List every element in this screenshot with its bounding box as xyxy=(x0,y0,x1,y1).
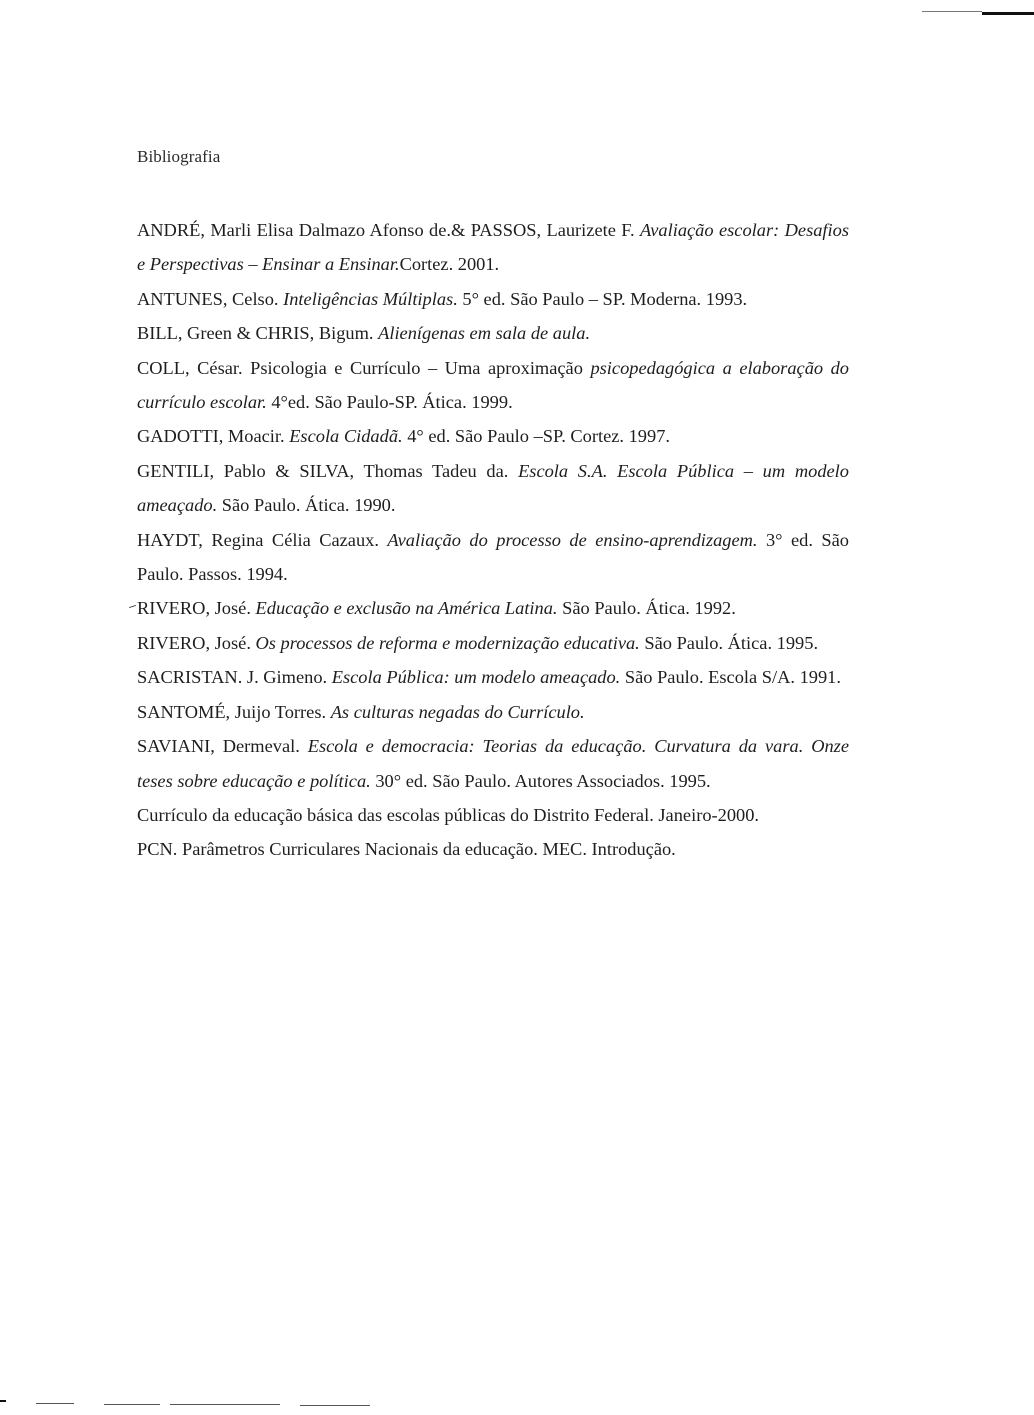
bibliography-entry xyxy=(137,351,849,420)
bibliography-entry xyxy=(137,419,849,453)
entry-author: RIVERO, José. xyxy=(137,598,256,619)
bibliography-entry xyxy=(137,454,849,523)
bibliography-entry xyxy=(137,282,849,316)
scan-mark xyxy=(104,1404,160,1405)
scan-mark xyxy=(300,1405,370,1406)
entry-author: BILL, Green & CHRIS, Bigum. xyxy=(137,323,379,344)
bibliography-entry xyxy=(137,798,849,832)
entry-details: São Paulo. Ática. 1992. xyxy=(557,598,736,619)
entry-author: SAVIANI, Dermeval. xyxy=(137,736,308,757)
scan-mark xyxy=(129,605,136,608)
entry-details: 4° ed. São Paulo –SP. Cortez. 1997. xyxy=(402,426,670,447)
bibliography-entry xyxy=(137,523,849,592)
entry-title: Escola Cidadã. xyxy=(289,426,403,447)
entry-author: Currículo da educação básica das escolas públicas do Distrito Federal. Janeiro-2000. xyxy=(137,804,760,825)
entry-title: Inteligências Múltiplas. xyxy=(283,288,458,309)
entry-details: 5° ed. São Paulo – SP. Moderna. 1993. xyxy=(457,288,748,309)
page-title: Bibliografia xyxy=(137,147,221,166)
entry-title: Avaliação do processo de ensino-aprendizagem. xyxy=(387,529,758,550)
scan-mark xyxy=(0,1400,6,1402)
entry-author: ANDRÉ, Marli Elisa Dalmazo Afonso de.& PASSOS, Laurizete F. xyxy=(137,220,641,240)
entry-author: GENTILI, Pablo & SILVA, Thomas Tadeu da. xyxy=(137,460,519,481)
scan-mark xyxy=(36,1403,74,1404)
entry-title: Os processos de reforma e modernização educativa. xyxy=(255,632,640,653)
entry-author: COLL, César. Psicologia e Currículo – Uma aproximação xyxy=(137,357,591,378)
entry-details: Cortez. 2001. xyxy=(399,254,500,275)
entry-title: Educação e exclusão na América Latina. xyxy=(255,598,558,619)
bibliography-entry xyxy=(137,316,849,350)
entry-title: Escola e democracia: Teorias da educação. Curvatura da vara. Onze teses sobre educação e política. xyxy=(137,736,849,791)
entry-details: São Paulo. Escola S/A. 1991. xyxy=(620,667,841,688)
entry-details: 30° ed. São Paulo. Autores Associados. 1995. xyxy=(370,770,711,791)
bibliography-list xyxy=(137,213,849,867)
entry-author: RIVERO, José. xyxy=(137,632,256,653)
entry-title: psicopedagógica a elaboração do currículo escolar. xyxy=(137,357,849,413)
entry-title: Alienígenas em sala de aula. xyxy=(378,323,591,344)
entry-details: 3° ed. São Paulo. Passos. 1994. xyxy=(137,529,849,585)
entry-author: PCN. Parâmetros Curriculares Nacionais da educação. MEC. Introdução. xyxy=(137,839,676,860)
bibliography-entry xyxy=(137,626,849,660)
entry-details: São Paulo. Ática. 1995. xyxy=(639,632,819,653)
bibliography-entry xyxy=(137,591,849,625)
entry-title: Avaliação escolar: Desafios e Perspectivas – Ensinar a Ensinar. xyxy=(137,220,849,275)
bibliography-entry xyxy=(137,832,849,866)
scan-mark xyxy=(982,12,1034,15)
entry-title: Escola Pública: um modelo ameaçado. xyxy=(331,667,621,688)
entry-author: SANTOMÉ, Juijo Torres. xyxy=(137,701,331,722)
bibliography-entry xyxy=(137,660,849,694)
bibliography-entry xyxy=(137,729,849,798)
entry-author: SACRISTAN. J. Gimeno. xyxy=(137,667,332,688)
entry-author: ANTUNES, Celso. xyxy=(137,288,284,309)
scan-mark xyxy=(922,11,982,12)
entry-details: 4°ed. São Paulo-SP. Ática. 1999. xyxy=(266,392,513,413)
entry-title: Escola S.A. Escola Pública – um modelo ameaçado. xyxy=(137,460,849,516)
entry-title: As culturas negadas do Currículo. xyxy=(330,701,585,722)
entry-author: HAYDT, Regina Célia Cazaux. xyxy=(137,529,388,550)
bibliography-entry xyxy=(137,213,849,282)
bibliography-entry xyxy=(137,695,849,729)
entry-details: São Paulo. Ática. 1990. xyxy=(217,495,396,516)
scan-mark xyxy=(170,1404,280,1405)
entry-author: GADOTTI, Moacir. xyxy=(137,426,290,447)
